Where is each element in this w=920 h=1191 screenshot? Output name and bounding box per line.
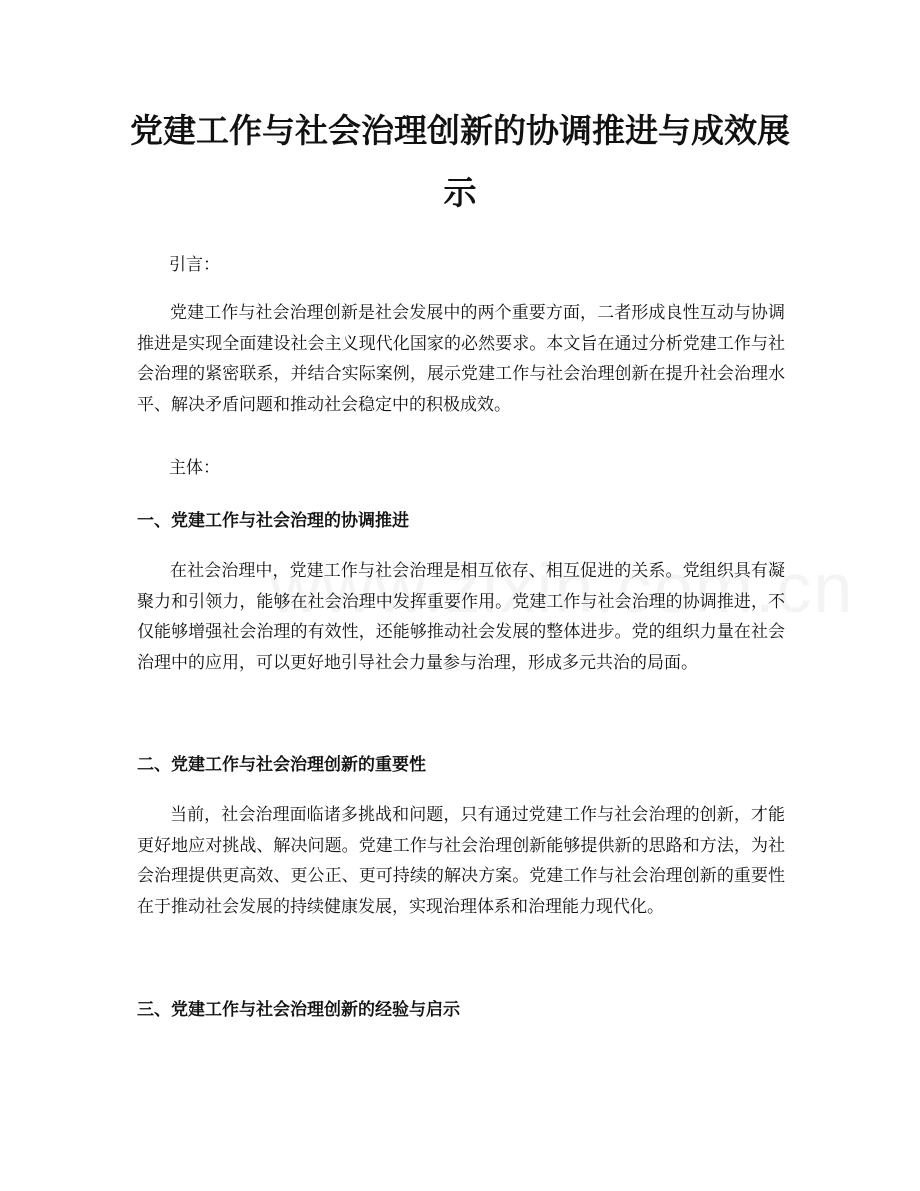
body-label: 主体：: [169, 458, 220, 478]
section-2-paragraph: 当前，社会治理面临诸多挑战和问题，只有通过党建工作与社会治理的创新，才能更好地应对挑战、解决问题。党建工作与社会治理创新能够提供新的思路和方法，为社会治理提供更高效、更公正、更可持续的解决方案。党建工作与社会治理创新的重要性在于推动社会发展的持续健康发展，实现治理体系和治理能力现代化。: [137, 805, 785, 917]
watermark: [270, 548, 854, 628]
section-3-heading: 三、党建工作与社会治理创新的经验与启示: [137, 1000, 460, 1020]
intro-paragraph: 党建工作与社会治理创新是社会发展中的两个重要方面，二者形成良性互动与协调推进是实现全面建设社会主义现代化国家的必然要求。本文旨在通过分析党建工作与社会治理的紧密联系，并结合实际案例，展示党建工作与社会治理创新在提升社会治理水平、解决矛盾问题和推动社会稳定中的积极成效。: [137, 303, 785, 415]
intro-label: 引言：: [169, 255, 220, 275]
section-2-heading: 二、党建工作与社会治理创新的重要性: [137, 755, 426, 775]
section-1-paragraph: 在社会治理中，党建工作与社会治理是相互依存、相互促进的关系。党组织具有凝聚力和引领力，能够在社会治理中发挥重要作用。党建工作与社会治理的协调推进，不仅能够增强社会治理的有效性，还能够推动社会发展的整体进步。党的组织力量在社会治理中的应用，可以更好地引导社会力量参与治理，形成多元共治的局面。: [137, 561, 785, 673]
section-1-heading: 一、党建工作与社会治理的协调推进: [137, 511, 409, 531]
document-title: 党建工作与社会治理创新的协调推进与成效展示: [130, 111, 790, 212]
